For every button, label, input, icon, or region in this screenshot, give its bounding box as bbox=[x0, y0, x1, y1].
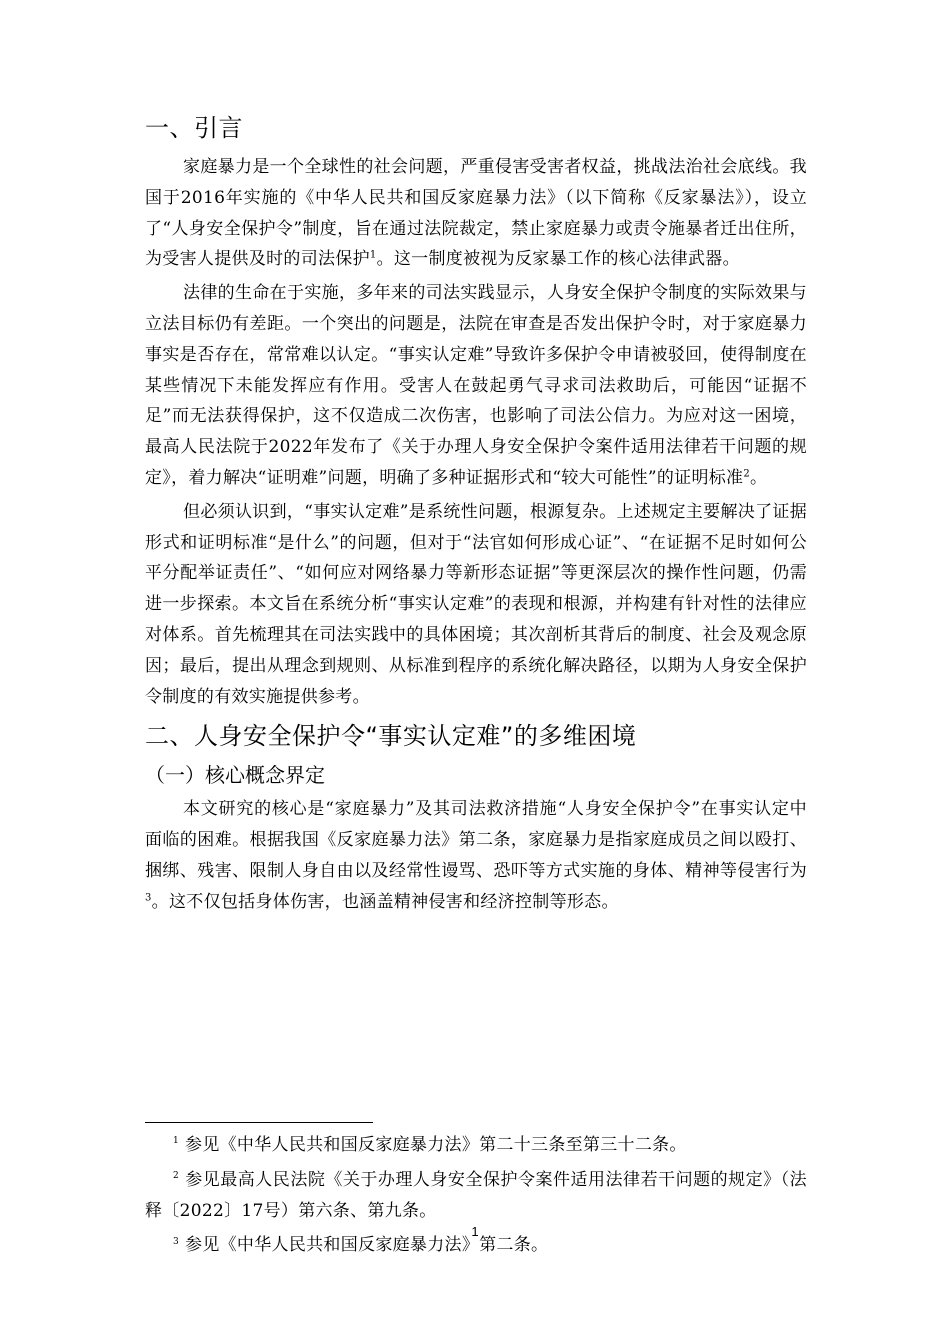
section-1-paragraph-2 bbox=[145, 278, 807, 494]
footnote-ref-1[interactable]: 1 bbox=[369, 249, 377, 261]
footnote-ref-3[interactable]: 3 bbox=[145, 892, 152, 904]
footnote-1 bbox=[145, 1130, 807, 1161]
footnotes bbox=[145, 1130, 807, 1265]
section-1-paragraph-3: 但必须认识到，“事实认定难”是系统性问题，根源复杂。上述规定主要解决了证据形式和证明标准“是什么”的问题，但对于“法官如何形成心证”、“在证据不足时如何公平分配举证责任”、“如何应对网络暴力等新形态证据”等更深层次的操作性问题，仍需进一步探索。本文旨在系统分析“事实认定难”的表现和根源，并构建有针对性的法律应对体系。首先梳理其在司法实践中的具体困境；其次剖析其背后的制度、社会及观念原因；最后，提出从理念到规则、从标准到程序的系统化解决路径，以期为人身安全保护令制度的有效实施提供参考。 bbox=[145, 501, 807, 707]
paragraph-text: 。 bbox=[750, 467, 768, 488]
section-1-heading: 一、引言 bbox=[145, 114, 243, 142]
footnote-mark: 1 bbox=[173, 1136, 180, 1147]
paragraph-text: 家庭暴力是一个全球性的社会问题，严重侵害受害者权益，挑战法治社会底线。我国于2016年实施的《中华人民共和国反家庭暴力法》（以下简称《反家暴法》），设立了“人身安全保护令”制度，旨在通过法院裁定，禁止家庭暴力或责令施暴者迁出住所，为受害人提供及时的司法保护 bbox=[145, 157, 807, 270]
footnote-text: 参见最高人民法院《关于办理人身安全保护令案件适用法律若干问题的规定》（法释〔2022〕17号）第六条、第九条。 bbox=[145, 1169, 807, 1221]
paragraph-text: 法律的生命在于实施，多年来的司法实践显示，人身安全保护令制度的实际效果与立法目标仍有差距。一个突出的问题是，法院在审查是否发出保护令时，对于家庭暴力事实是否存在，常常难以认定。“事实认定难”导致许多保护令申请被驳回，使得制度在某些情况下未能发挥应有作用。受害人在鼓起勇气寻求司法救助后，可能因“证据不足”而无法获得保护，这不仅造成二次伤害，也影响了司法公信力。为应对这一困境，最高人民法院于2022年发布了《关于办理人身安全保护令案件适用法律若干问题的规定》，着力解决“证明难”问题，明确了多种证据形式和“较大可能性”的证明标准 bbox=[145, 283, 807, 488]
footnote-text: 参见《中华人民共和国反家庭暴力法》第二条。 bbox=[185, 1235, 549, 1256]
footnote-2 bbox=[145, 1165, 807, 1227]
section-2-subheading: （一）核心概念界定 bbox=[145, 763, 325, 788]
footnote-ref-2[interactable]: 2 bbox=[743, 468, 751, 480]
paragraph-text: 。这一制度被视为反家暴工作的核心法律武器。 bbox=[376, 249, 740, 270]
footnote-separator bbox=[145, 1122, 373, 1123]
paragraph-text: 。这不仅包括身体伤害，也涵盖精神侵害和经济控制等形态。 bbox=[151, 891, 619, 912]
section-2-heading: 二、人身安全保护令“事实认定难”的多维困境 bbox=[145, 722, 637, 751]
paragraph-text: 本文研究的核心是“家庭暴力”及其司法救济措施“人身安全保护令”在事实认定中面临的困难。根据我国《反家庭暴力法》第二条，家庭暴力是指家庭成员之间以殴打、捆绑、残害、限制人身自由以及经常性谩骂、恐吓等方式实施的身体、精神等侵害行为 bbox=[145, 799, 807, 881]
footnote-text: 参见《中华人民共和国反家庭暴力法》第二十三条至第三十二条。 bbox=[185, 1135, 687, 1155]
section-2-paragraph-1 bbox=[145, 794, 807, 917]
footnote-mark: 2 bbox=[173, 1171, 180, 1182]
footnote-mark: 3 bbox=[173, 1236, 180, 1247]
page-number: 1 bbox=[471, 1224, 479, 1239]
page-body bbox=[145, 108, 807, 918]
section-1-paragraph-1 bbox=[145, 152, 807, 275]
